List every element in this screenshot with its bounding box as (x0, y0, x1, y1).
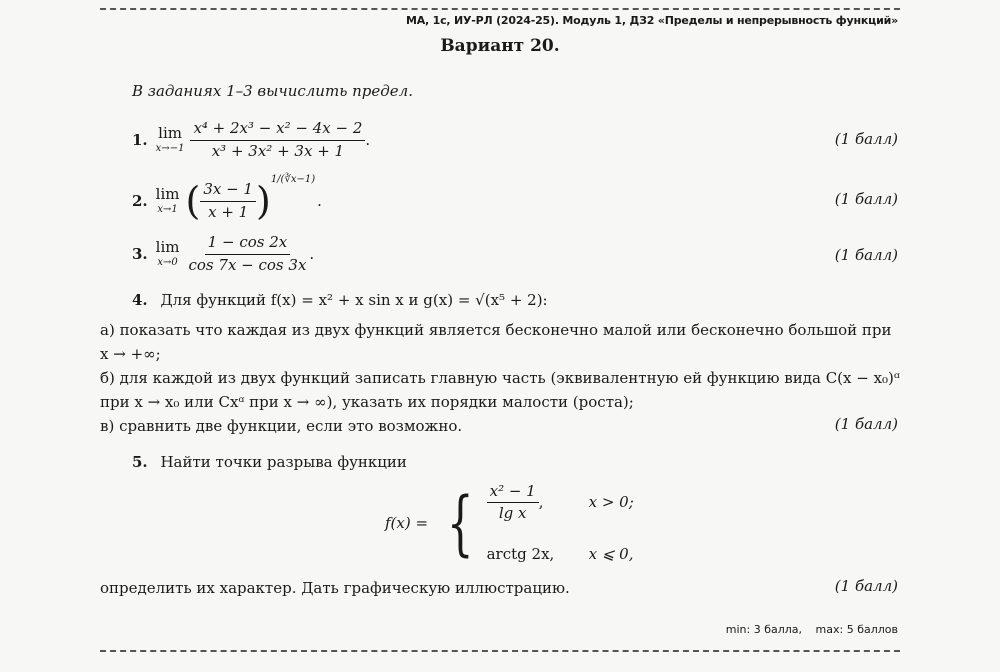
function-lhs: f(x) = (385, 513, 429, 532)
fraction (200, 181, 256, 221)
task-number: 1. (132, 131, 148, 149)
numerator: 3x − 1 (200, 181, 256, 201)
left-brace: { (446, 481, 474, 564)
task-1-points: (1 балл) (834, 130, 898, 148)
task-number: 5. (132, 453, 148, 471)
task-2-points: (1 балл) (834, 190, 898, 208)
min-score: min: 3 балла, (725, 623, 803, 636)
limit-point: x→−1 (155, 143, 185, 154)
task-5-tail: определить их характер. Дать графическую иллюстрацию. (100, 579, 570, 597)
numerator: x² − 1 (487, 483, 539, 503)
limit-operator (156, 126, 185, 154)
task-number: 2. (132, 192, 148, 210)
variant-title: Вариант 20. (440, 36, 560, 56)
lim-word: lim (158, 124, 182, 142)
task-2 (132, 174, 322, 224)
task-5-points: (1 балл) (834, 577, 898, 595)
task-3 (132, 234, 314, 274)
bottom-dashed-rule (100, 650, 900, 652)
denominator: lg x (498, 503, 527, 522)
task-4-lead (132, 288, 902, 312)
fraction (190, 120, 365, 160)
right-paren: ) (255, 179, 271, 223)
lim-word: lim (155, 185, 180, 203)
limit-point: x→1 (157, 204, 178, 215)
task-4-points: (1 балл) (834, 415, 898, 433)
case-1 (487, 483, 634, 523)
numerator: x⁴ + 2x³ − x² − 4x − 2 (190, 120, 365, 140)
piecewise-function (385, 480, 634, 565)
score-summary (716, 623, 898, 636)
comma: , (538, 493, 544, 512)
top-dashed-rule (100, 8, 900, 10)
instructions-intro: В заданиях 1–3 вычислить предел. (132, 82, 413, 100)
task-number: 4. (132, 291, 148, 309)
case-1-condition: x > 0; (588, 493, 634, 512)
limit-operator (156, 187, 180, 215)
case-1-expression (487, 483, 577, 523)
course-header: МА, 1с, ИУ-РЛ (2024-25). Модуль 1, ДЗ2 «Пределы и непрерывность функций» (405, 14, 898, 27)
period: . (365, 131, 371, 149)
task-4-part-c: в) сравнить две функции, если это возможно. (100, 417, 463, 435)
task-5-lead-text: Найти точки разрыва функции (160, 453, 407, 471)
exponent: 1/(∛x−1) (270, 174, 316, 185)
denominator: x³ + 3x² + 3x + 1 (211, 141, 345, 160)
cases (487, 483, 634, 563)
fraction (186, 234, 310, 274)
task-5-lead (132, 450, 902, 474)
max-score: max: 5 баллов (815, 623, 898, 636)
denominator: cos 7x − cos 3x (188, 255, 307, 274)
period: . (309, 245, 315, 263)
task-3-points: (1 балл) (834, 246, 898, 264)
fraction (487, 483, 539, 523)
case-2-expression: arctg 2x, (486, 544, 555, 563)
left-paren: ( (185, 179, 201, 223)
task-number: 3. (132, 245, 148, 263)
case-2-condition: x ⩽ 0, (588, 544, 634, 563)
numerator: 1 − cos 2x (205, 234, 291, 254)
denominator: x + 1 (208, 202, 249, 221)
case-2 (487, 545, 634, 563)
task-4-lead-text: Для функций f(x) = x² + x sin x и g(x) = √(x⁵ + 2): (160, 291, 548, 309)
lim-word: lim (155, 238, 180, 256)
limit-point: x→0 (157, 257, 178, 268)
task-4-part-b: б) для каждой из двух функций записать главную часть (эквивалентную ей функцию вида C(x − x₀)ᵅ при x → x₀ или Cxᵅ при x → ∞), указать их порядки малости (роста); (100, 369, 900, 411)
limit-operator (156, 240, 180, 268)
period: . (317, 192, 322, 210)
task-1 (132, 120, 370, 160)
task-4-part-a: а) показать что каждая из двух функций является бесконечно малой или бесконечно большой при x → +∞; (100, 321, 892, 363)
